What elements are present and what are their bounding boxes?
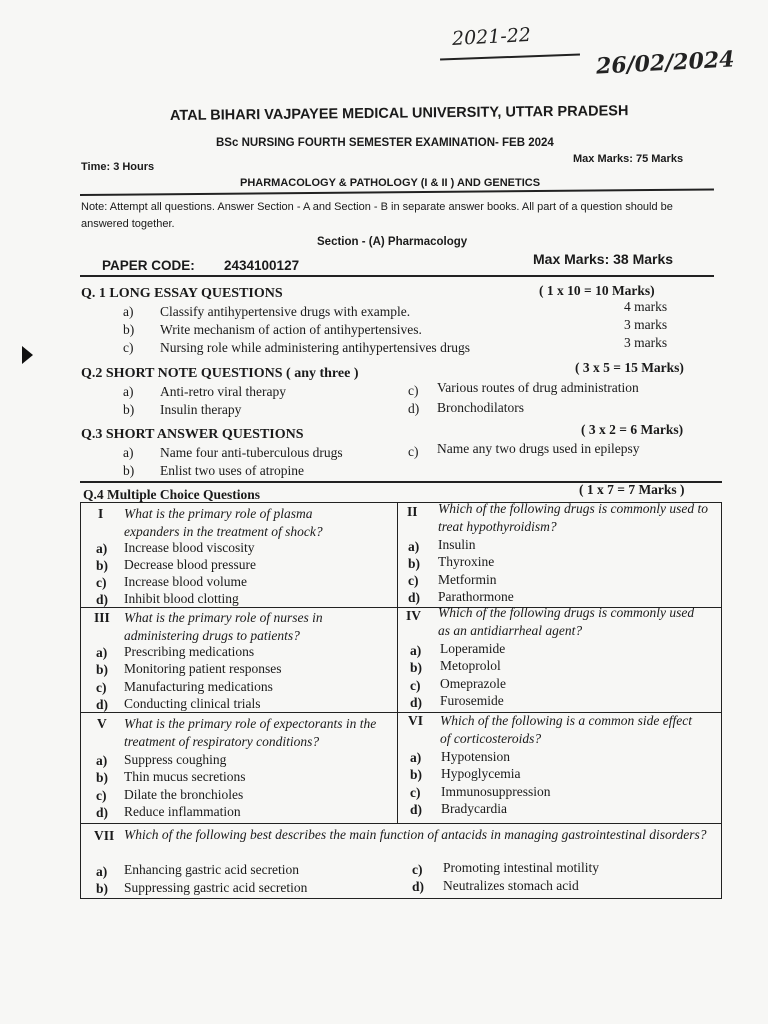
mcq-option-label: d) [410, 802, 423, 817]
handwritten-date: 26/02/2024 [595, 46, 736, 80]
q2-item-c: Various routes of drug administration [437, 380, 639, 395]
mcq-number: I [98, 506, 104, 521]
mcq-option-label: d) [96, 805, 109, 820]
handwritten-session: 2021-22 [451, 23, 532, 51]
mcq-option: Hypotension [441, 749, 510, 764]
section-title: Section - (A) Pharmacology [317, 236, 468, 248]
q2-title: Q.2 SHORT NOTE QUESTIONS ( any three ) [81, 366, 359, 381]
mcq-option-label: a) [408, 539, 420, 554]
q2-item-b-label: b) [123, 402, 135, 417]
mcq-option-label: c) [408, 573, 419, 588]
max-marks: Max Marks: 75 Marks [573, 153, 684, 165]
handwritten-underline [440, 54, 580, 60]
q3-item-b-label: b) [123, 463, 135, 478]
time-label: Time: 3 Hours [81, 161, 155, 173]
mcq-option: Parathormone [438, 589, 514, 604]
mcq-option-label: a) [96, 541, 108, 556]
mcq-option: Conducting clinical trials [124, 696, 261, 711]
q1-item-c-marks: 3 marks [624, 335, 668, 350]
mcq-option-label: c) [96, 680, 107, 695]
mcq-option: Increase blood viscosity [124, 540, 255, 555]
mcq-option: Manufacturing medications [124, 679, 273, 694]
mcq-option: Metoprolol [440, 658, 501, 673]
q1-item-b: Write mechanism of action of antihypertensives. [160, 322, 422, 337]
mcq-option: Reduce inflammation [124, 804, 241, 819]
mcq-grid-line [80, 823, 722, 824]
mcq-option-label: b) [408, 556, 421, 571]
mcq-number: V [97, 716, 107, 731]
q1-item-a-label: a) [123, 304, 134, 319]
mcq-option: Omeprazole [440, 676, 506, 691]
mcq-option: Monitoring patient responses [124, 661, 282, 676]
q2-item-b: Insulin therapy [160, 402, 242, 417]
mcq-option-label: c) [410, 785, 421, 800]
mcq-grid-line [721, 502, 722, 898]
q3-marks: ( 3 x 2 = 6 Marks) [581, 422, 684, 437]
mcq-option: Metformin [438, 572, 497, 587]
mcq-option-label: b) [96, 881, 109, 896]
mcq-option: Furosemide [440, 693, 504, 708]
university-title: ATAL BIHARI VAJPAYEE MEDICAL UNIVERSITY, UTTAR PRADESH [169, 103, 629, 124]
mcq-option-label: a) [96, 753, 108, 768]
q1-item-c-label: c) [123, 340, 134, 355]
mcq-number: VII [94, 828, 115, 843]
q3-item-a: Name four anti-tuberculous drugs [160, 445, 343, 460]
paper-code-label: PAPER CODE: [102, 258, 195, 273]
mcq-question: What is the primary role of plasma expanders in the treatment of shock? [124, 506, 323, 539]
paper-code: 2434100127 [224, 258, 300, 273]
mcq-option-label: d) [96, 697, 109, 712]
subject-title: PHARMACOLOGY & PATHOLOGY (I & II ) AND GENETICS [240, 177, 541, 189]
mcq-option-label: c) [412, 862, 423, 877]
mcq-option-label: d) [96, 592, 109, 607]
mcq-option: Enhancing gastric acid secretion [124, 862, 300, 877]
mcq-option: Hypoglycemia [441, 766, 521, 781]
q1-item-c: Nursing role while administering antihypertensives drugs [160, 340, 471, 355]
q1-item-a: Classify antihypertensive drugs with example. [160, 304, 411, 319]
exam-title: BSc NURSING FOURTH SEMESTER EXAMINATION- FEB 2024 [216, 137, 554, 149]
mcq-option-label: b) [410, 660, 423, 675]
mcq-grid-line [80, 502, 81, 898]
q3-item-c-label: c) [408, 444, 419, 459]
mcq-number: IV [406, 608, 422, 623]
q2-item-d-label: d) [408, 401, 420, 416]
mcq-option: Loperamide [440, 641, 506, 656]
mcq-option-label: d) [410, 695, 423, 710]
mcq-option: Suppressing gastric acid secretion [124, 880, 308, 895]
mcq-option: Decrease blood pressure [124, 557, 256, 572]
mcq-option: Promoting intestinal motility [443, 860, 600, 875]
q2-item-d: Bronchodilators [437, 400, 524, 415]
q3-item-b: Enlist two uses of atropine [160, 463, 304, 478]
mcq-number: II [407, 504, 418, 519]
q3-item-a-label: a) [123, 445, 134, 460]
mcq-option-label: c) [410, 678, 421, 693]
mcq-question: Which of the following best describes the main function of antacids in managing gastrointestinal disorders? [124, 827, 707, 842]
q4-title: Q.4 Multiple Choice Questions [83, 487, 261, 502]
mcq-option-label: a) [410, 643, 422, 658]
mcq-option-label: b) [96, 558, 109, 573]
mcq-number: VI [408, 713, 424, 728]
mcq-option-label: d) [412, 879, 425, 894]
mcq-question: Which of the following drugs is commonly used as an antidiarrheal agent? [438, 605, 695, 638]
mcq-option: Bradycardia [441, 801, 507, 816]
mcq-question: What is the primary role of expectorants in the treatment of respiratory conditions? [124, 716, 377, 749]
header-rule [80, 188, 714, 195]
mcq-grid-line [397, 502, 398, 823]
q1-item-a-marks: 4 marks [624, 299, 668, 314]
mcq-option-label: d) [408, 590, 421, 605]
q2-item-a-label: a) [123, 384, 134, 399]
mcq-option: Suppress coughing [124, 752, 227, 767]
mcq-option-label: a) [96, 864, 108, 879]
mcq-option-label: c) [96, 575, 107, 590]
q1-item-b-marks: 3 marks [624, 317, 668, 332]
mcq-option-label: b) [96, 662, 109, 677]
mcq-option-label: b) [410, 767, 423, 782]
paper-code-rule [80, 275, 714, 277]
mcq-grid-line [80, 898, 722, 899]
section-max-marks: Max Marks: 38 Marks [533, 251, 674, 267]
instructions-note: Note: Attempt all questions. Answer Section - A and Section - B in separate answer books. All part of a question should be answered together. [81, 201, 673, 230]
q2-marks: ( 3 x 5 = 15 Marks) [575, 360, 684, 375]
mcq-option-label: a) [410, 750, 422, 765]
mcq-option: Thin mucus secretions [124, 769, 246, 784]
mcq-option: Dilate the bronchioles [124, 787, 244, 802]
mcq-option: Immunosuppression [441, 784, 551, 799]
q1-title: Q. 1 LONG ESSAY QUESTIONS [81, 286, 283, 301]
mcq-question: Which of the following is a common side effect of corticosteroids? [440, 713, 692, 746]
mcq-option: Thyroxine [438, 554, 495, 569]
q2-item-c-label: c) [408, 383, 419, 398]
mcq-question: Which of the following drugs is commonly used to treat hypothyroidism? [438, 501, 708, 534]
mcq-number: III [94, 610, 110, 625]
mcq-option-label: b) [96, 770, 109, 785]
mcq-option-label: c) [96, 788, 107, 803]
q3-item-c: Name any two drugs used in epilepsy [437, 441, 640, 456]
mcq-option-label: a) [96, 645, 108, 660]
mcq-option: Prescribing medications [124, 644, 255, 659]
mcq-question: What is the primary role of nurses in administering drugs to patients? [124, 610, 323, 643]
q2-item-a: Anti-retro viral therapy [160, 384, 286, 399]
punch-hole-mark [22, 346, 33, 364]
q1-item-b-label: b) [123, 322, 135, 337]
mcq-option: Inhibit blood clotting [124, 591, 239, 606]
mcq-option: Increase blood volume [124, 574, 247, 589]
q4-marks: ( 1 x 7 = 7 Marks ) [579, 482, 685, 497]
q1-marks: ( 1 x 10 = 10 Marks) [539, 283, 655, 298]
mcq-option: Insulin [438, 537, 476, 552]
mcq-option: Neutralizes stomach acid [443, 878, 579, 893]
q3-title: Q.3 SHORT ANSWER QUESTIONS [81, 427, 304, 442]
